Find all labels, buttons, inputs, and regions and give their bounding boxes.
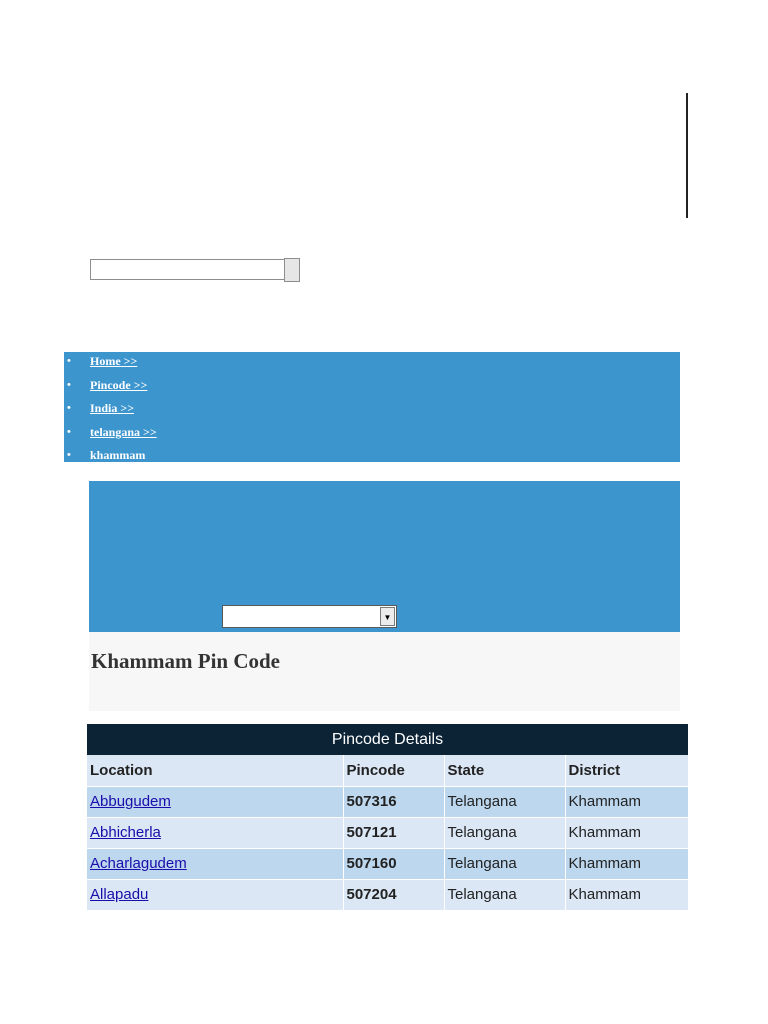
location-cell <box>87 879 343 910</box>
pincode-cell: 507204 <box>343 879 444 910</box>
breadcrumb-item-pincode[interactable] <box>64 376 680 400</box>
location-link[interactable]: Allapadu <box>90 886 149 903</box>
state-cell: Telangana <box>444 786 565 817</box>
title-block <box>89 632 680 711</box>
table-row <box>87 786 688 817</box>
table-header-row <box>87 755 688 786</box>
state-cell: Telangana <box>444 879 565 910</box>
search-button[interactable] <box>284 258 300 282</box>
table-caption: Pincode Details <box>87 724 688 755</box>
pincode-cell: 507160 <box>343 848 444 879</box>
location-cell <box>87 817 343 848</box>
location-link[interactable]: Abbugudem <box>90 793 171 810</box>
state-cell: Telangana <box>444 848 565 879</box>
bullet-icon: • <box>67 355 71 367</box>
bullet-icon: • <box>67 378 71 391</box>
district-cell: Khammam <box>565 817 688 848</box>
search-input[interactable] <box>90 259 284 280</box>
column-header-state: State <box>444 755 565 786</box>
location-cell <box>87 848 343 879</box>
state-cell: Telangana <box>444 817 565 848</box>
column-header-location: Location <box>87 755 343 786</box>
page-title: Khammam Pin Code <box>91 649 280 673</box>
bullet-icon: • <box>67 402 71 414</box>
location-cell <box>87 786 343 817</box>
breadcrumb-item-home[interactable] <box>64 352 680 376</box>
breadcrumb-link-india[interactable]: India >> <box>90 401 135 415</box>
breadcrumb-current-label: khammam <box>90 448 146 462</box>
breadcrumb-item-state[interactable] <box>64 423 680 447</box>
location-select[interactable] <box>222 605 397 628</box>
chevron-down-icon[interactable]: ▼ <box>380 607 395 626</box>
location-link[interactable]: Acharlagudem <box>90 855 187 872</box>
pincode-table <box>87 755 689 911</box>
column-header-district: District <box>565 755 688 786</box>
column-header-pincode: Pincode <box>343 755 444 786</box>
district-cell: Khammam <box>565 848 688 879</box>
location-link[interactable]: Abhicherla <box>90 824 161 841</box>
pincode-cell: 507121 <box>343 817 444 848</box>
table-row <box>87 817 688 848</box>
breadcrumb-link-pincode[interactable]: Pincode >> <box>90 377 148 392</box>
district-cell: Khammam <box>565 879 688 910</box>
breadcrumb-link-home[interactable]: Home >> <box>90 354 138 368</box>
bullet-icon: • <box>67 425 71 438</box>
breadcrumb-link-state[interactable]: telangana >> <box>90 424 157 439</box>
bullet-icon: • <box>67 449 71 461</box>
table-row <box>87 879 688 910</box>
table-row <box>87 848 688 879</box>
breadcrumb-item-current <box>64 446 680 470</box>
district-cell: Khammam <box>565 786 688 817</box>
vertical-divider <box>686 93 688 218</box>
breadcrumb-item-india[interactable] <box>64 399 680 423</box>
pincode-cell: 507316 <box>343 786 444 817</box>
breadcrumb <box>64 352 680 462</box>
